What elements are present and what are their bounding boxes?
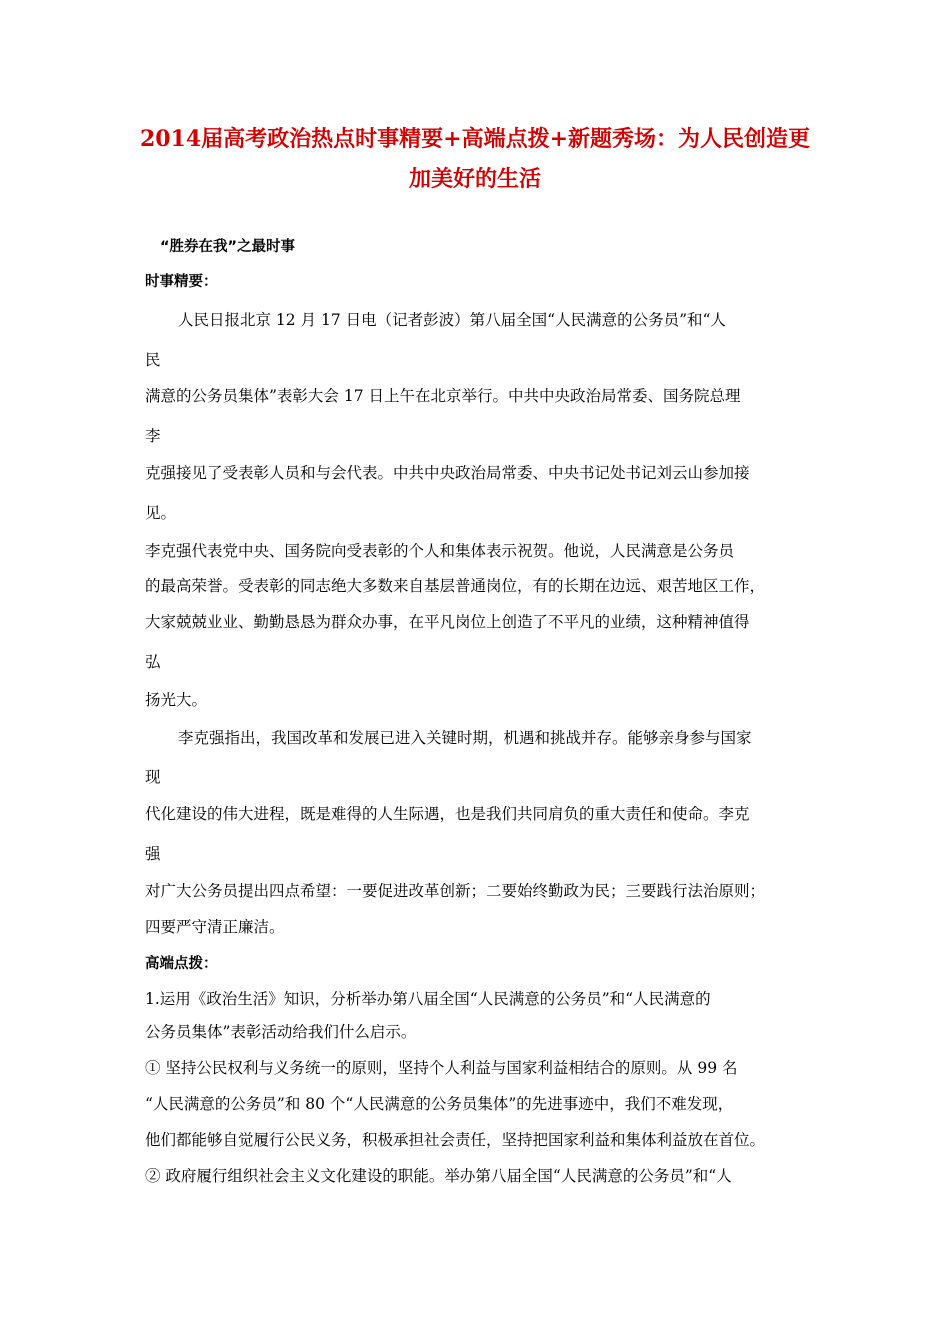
analysis-line: “人民满意的公务员”和 80 个“人民满意的公务员集体”的先进事迹中，我们不难发现，: [145, 1095, 734, 1113]
section-heading: “胜券在我”之最时事: [160, 239, 296, 255]
paragraph-line: 满意的公务员集体”表彰大会 17 日上午在北京举行。中共中央政治局常委、国务院总理: [145, 387, 741, 405]
paragraph-line: 现: [145, 768, 161, 786]
paragraph-line: 扬光大。: [145, 691, 208, 709]
news-heading: 时事精要：: [145, 274, 218, 290]
analysis-line: 公务员集体”表彰活动给我们什么启示。: [145, 1023, 417, 1041]
analysis-heading: 高端点拨：: [145, 956, 218, 972]
paragraph-line: 人民日报北京 12 月 17 日电（记者彭波）第八届全国“人民满意的公务员”和“人: [178, 311, 726, 329]
analysis-line: ① 坚持公民权利与义务统一的原则，坚持个人利益与国家利益相结合的原则。从 99 名: [145, 1059, 738, 1077]
paragraph-line: 见。: [145, 504, 177, 522]
paragraph-line: 弘: [145, 653, 161, 671]
document-title-line-1: 2014届高考政治热点时事精要+高端点拨+新题秀场：为人民创造更: [139, 126, 811, 152]
paragraph-line: 大家兢兢业业、勤勤恳恳为群众办事，在平凡岗位上创造了不平凡的业绩，这种精神值得: [145, 613, 750, 631]
paragraph-line: 四要严守清正廉洁。: [145, 918, 285, 936]
paragraph-line: 对广大公务员提出四点希望：一要促进改革创新；二要始终勤政为民；三要践行法治原则；: [145, 882, 766, 900]
paragraph-line: 李克强指出，我国改革和发展已进入关键时期，机遇和挑战并存。能够亲身参与国家: [178, 729, 752, 747]
paragraph-line: 民: [145, 351, 161, 369]
paragraph-line: 的最高荣誉。受表彰的同志绝大多数来自基层普通岗位，有的长期在边远、艰苦地区工作，: [145, 577, 766, 595]
analysis-line: 他们都能够自觉履行公民义务，积极承担社会责任，坚持把国家利益和集体利益放在首位。: [145, 1131, 766, 1149]
paragraph-line: 克强接见了受表彰人员和与会代表。中共中央政治局常委、中央书记处书记刘云山参加接: [145, 464, 750, 482]
paragraph-line: 代化建设的伟大进程，既是难得的人生际遇，也是我们共同肩负的重大责任和使命。李克: [145, 805, 750, 823]
paragraph-line: 李: [145, 427, 161, 445]
paragraph-line: 强: [145, 845, 161, 863]
paragraph-line: 李克强代表党中央、国务院向受表彰的个人和集体表示祝贺。他说，人民满意是公务员: [145, 542, 735, 560]
analysis-line: 1.运用《政治生活》知识，分析举办第八届全国“人民满意的公务员”和“人民满意的: [145, 990, 711, 1008]
document-title-line-2: 加美好的生活: [408, 166, 541, 192]
analysis-line: ② 政府履行组织社会主义文化建设的职能。举办第八届全国“人民满意的公务员”和“人: [145, 1167, 732, 1185]
